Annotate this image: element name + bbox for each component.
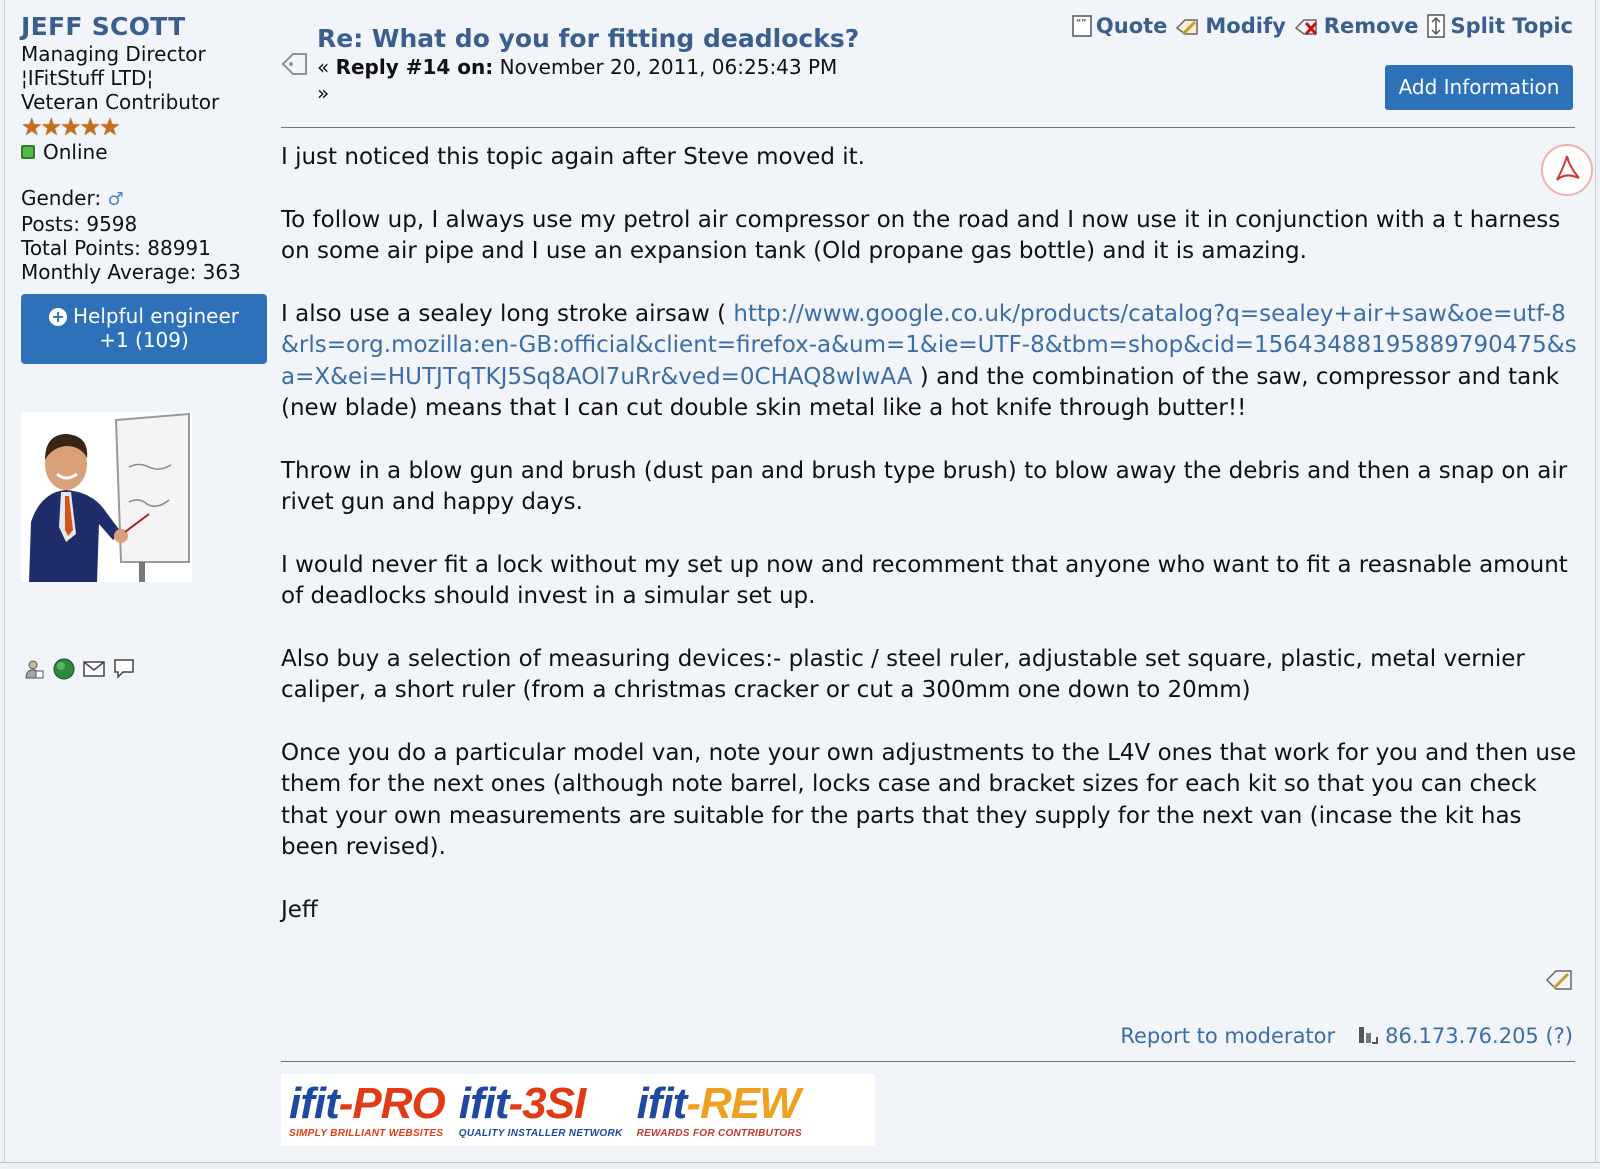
profile-icons bbox=[23, 658, 135, 680]
poster-title: Managing Director bbox=[21, 42, 206, 66]
footer-divider bbox=[281, 1061, 1575, 1062]
male-gender-icon: ♂ bbox=[107, 189, 124, 210]
post-signoff: Jeff bbox=[281, 896, 318, 923]
reply-info bbox=[317, 54, 837, 80]
post-paragraph: Throw in a blow gun and brush (dust pan and brush type brush) to blow away the debris and then a snap on air rivet gun and happy days. bbox=[281, 457, 1568, 515]
quote-label: Quote bbox=[1095, 14, 1168, 38]
poster-posts: Posts: 9598 bbox=[21, 212, 138, 236]
poster-rank: Veteran Contributor bbox=[21, 90, 220, 114]
online-status bbox=[21, 140, 271, 164]
profile-icon[interactable] bbox=[23, 658, 45, 680]
quote-button[interactable] bbox=[1072, 14, 1168, 38]
post-paragraph: I would never fit a lock without my set up now and recomment that anyone who want to fit a reasnable amount of deadlocks should invest in a simular set up. bbox=[281, 551, 1568, 609]
header-divider bbox=[281, 127, 1575, 128]
online-status-label: Online bbox=[43, 140, 108, 164]
modify-label: Modify bbox=[1205, 14, 1286, 38]
post-subject-link[interactable]: Re: What do you for fitting deadlocks? bbox=[317, 24, 860, 53]
post-text: I also use a sealey long stroke airsaw ( bbox=[281, 300, 734, 327]
post-body bbox=[281, 142, 1581, 957]
post-actions bbox=[1072, 14, 1573, 38]
post-paragraph: I just noticed this topic again after Steve moved it. bbox=[281, 144, 865, 170]
modify-icon bbox=[1175, 14, 1201, 38]
svg-text:“”: “” bbox=[1075, 18, 1087, 27]
ifit-3si-logo[interactable]: ifit-3SI QUALITY INSTALLER NETWORK bbox=[458, 1078, 623, 1139]
split-topic-label: Split Topic bbox=[1450, 14, 1573, 38]
split-topic-button[interactable] bbox=[1426, 14, 1573, 38]
ifit-rew-logo[interactable]: ifit-REW REWARDS FOR CONTRIBUTORS bbox=[636, 1078, 802, 1139]
gender-label: Gender: bbox=[21, 186, 102, 210]
remove-button[interactable] bbox=[1294, 14, 1419, 38]
post-paragraph bbox=[281, 299, 1581, 425]
quote-icon bbox=[1072, 15, 1092, 37]
avatar-image bbox=[21, 412, 192, 582]
poster-monthly-average: Monthly Average: 363 bbox=[21, 260, 241, 284]
helpful-count: +1 (109) bbox=[99, 328, 189, 352]
post-paragraph: To follow up, I always use my petrol air compressor on the road and I now use it in conjunction with a t harness on some air pipe and I use an expansion tank (Old propane gas bottle) and it is amazing. bbox=[281, 206, 1561, 264]
ip-icon bbox=[1357, 1025, 1379, 1047]
email-icon[interactable] bbox=[83, 658, 105, 680]
poster-info bbox=[21, 12, 271, 582]
post-paragraph: Also buy a selection of measuring devices:- plastic / steel ruler, adjustable set square, plastic, metal vernier caliper, a short ruler (from a christmas cracker or cut a 300mm one down to 20mm) bbox=[281, 645, 1525, 703]
poster-total-points: Total Points: 88991 bbox=[21, 236, 211, 260]
reply-suffix: » bbox=[317, 81, 330, 105]
last-edit-icon bbox=[1545, 964, 1575, 994]
post-container bbox=[4, 0, 1596, 1162]
post-footer bbox=[1120, 1024, 1573, 1048]
reply-number: Reply #14 on: bbox=[335, 55, 494, 79]
ip-info bbox=[1357, 1024, 1573, 1048]
helpful-label: Helpful engineer bbox=[73, 304, 239, 328]
product-link[interactable]: http://www.google.co.uk/products/catalog?q=sealey+air+saw&oe=utf-8&rls=org.mozilla:en-GB:official&client=firefox-a&um=1&ie=UTF-8&tbm=shop&cid=15643488195889790475&sa=X&ei=HUTJTqTKJ5Sq8AOl7uRr&ved=0CHAQ8wIwAA bbox=[281, 300, 1577, 390]
remove-label: Remove bbox=[1323, 14, 1419, 38]
split-topic-icon bbox=[1426, 14, 1446, 38]
poster-company: ¦IFitStuff LTD¦ bbox=[21, 66, 154, 90]
post-topic-icon bbox=[281, 50, 309, 78]
website-globe-icon[interactable] bbox=[53, 658, 75, 680]
rank-stars-icon: ★★★★★ bbox=[21, 113, 119, 141]
report-to-moderator-link[interactable]: Report to moderator bbox=[1120, 1024, 1336, 1048]
post-paragraph: Once you do a particular model van, note your own adjustments to the L4V ones that work for you and then use them for the next ones (although note barrel, locks case and bracket sizes for each kit so that you can check that your own measurements are suitable for the parts that they supply for the next van (incase the kit has been revised). bbox=[281, 739, 1577, 860]
add-information-button[interactable]: Add Information bbox=[1385, 65, 1573, 110]
poster-gender bbox=[21, 186, 271, 212]
poster-stats bbox=[21, 186, 271, 284]
reply-prefix: « bbox=[317, 55, 336, 79]
avatar bbox=[21, 412, 192, 582]
post-text: ) and the combination of the saw, compressor and tank (new blade) means that I can cut double skin metal like a hot knife through butter!! bbox=[281, 363, 1560, 421]
personal-message-icon[interactable] bbox=[113, 658, 135, 680]
modify-button[interactable] bbox=[1175, 14, 1285, 38]
helpful-engineer-button[interactable] bbox=[21, 294, 267, 364]
ifit-pro-logo[interactable]: ifit-PRO SIMPLY BRILLIANT WEBSITES bbox=[289, 1078, 445, 1139]
ip-address-link[interactable]: 86.173.76.205 (?) bbox=[1385, 1024, 1573, 1048]
plus-icon: + bbox=[49, 308, 67, 326]
online-indicator-icon bbox=[21, 145, 35, 159]
page-bottom-divider bbox=[0, 1162, 1600, 1163]
remove-icon bbox=[1294, 14, 1320, 38]
poster-name-link[interactable]: JEFF SCOTT bbox=[21, 12, 186, 41]
signature-banner[interactable] bbox=[281, 1074, 875, 1146]
reply-date: November 20, 2011, 06:25:43 PM bbox=[493, 55, 838, 79]
